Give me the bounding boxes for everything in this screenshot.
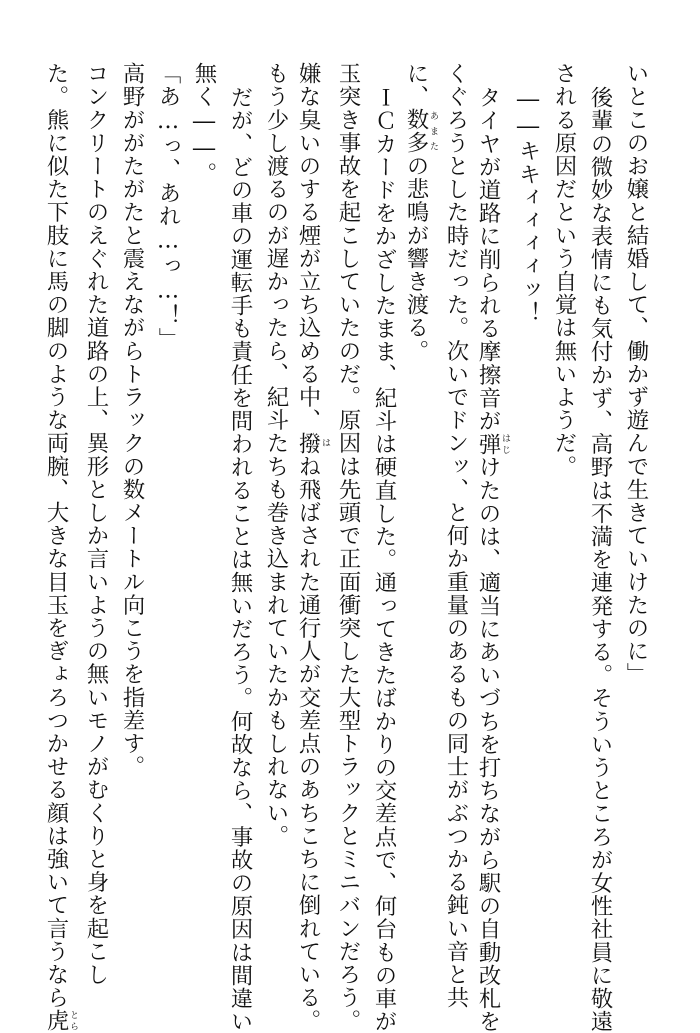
text-line: に、数多 あまたの悲鳴が響き渡る。 xyxy=(403,62,438,363)
text-line: 「あ…っ、あれ…っ…！」 xyxy=(155,62,181,351)
text-line: た。熊に似た下肢に馬の脚のような両腕、大きな目玉をぎょろつかせる顔は強いて言うなら虎 とら xyxy=(43,62,78,1033)
text-line: 後輩の微妙な表情にも気付かず、高野は不満を連発する。そういうところが女性社員に敬遠 xyxy=(587,86,613,1033)
text-line: タイヤが道路に削られる摩擦音が弾 はじけたのは、適当にあいづちを打ちながら駅の自動改札を xyxy=(475,86,510,1033)
text-line: いとこのお嬢と結婚して、働かず遊んで生きていけたのに」 xyxy=(623,62,649,686)
text-line: される原因だという自覚は無いようだ。 xyxy=(551,62,577,478)
text-line: ＩＣカードをかざしたまま、紀斗は硬直した。通ってきたばかりの交差点で、何台もの車が xyxy=(371,86,397,1033)
text-line: 嫌な臭いのする煙が立ち込める中、撥 はね飛ばされた通行人が交差点のあちこちに倒れている。 xyxy=(295,62,330,1033)
text-line: 無く――。 xyxy=(191,62,217,185)
text-line: くぐろうとした時だった。次いでドンッ、と何か重量のあるもの同士がぶつかる鈍い音と共 xyxy=(443,62,469,1010)
text-line: 高野ががたがたと震えながらトラックの数メートル向こうを指差す。 xyxy=(119,62,145,779)
text-line: 玉突き事故を起こしていたのだ。原因は先頭で正面衝突した大型トラックとミニバンだろう。 xyxy=(335,62,361,1033)
text-line: コンクリートのえぐれた道路の上、異形としか言いようの無いモノがむくりと身を起こし xyxy=(83,62,109,986)
text-line: ――キキィィィィッ！ xyxy=(515,86,541,325)
text-line: だが、どの車の運転手も責任を問われることは無いだろう。何故なら、事故の原因は間違い xyxy=(227,86,253,1033)
text-line: もう少し渡るのが遅かったら、紀斗たちも巻き込まれていたかもしれない。 xyxy=(263,62,289,848)
